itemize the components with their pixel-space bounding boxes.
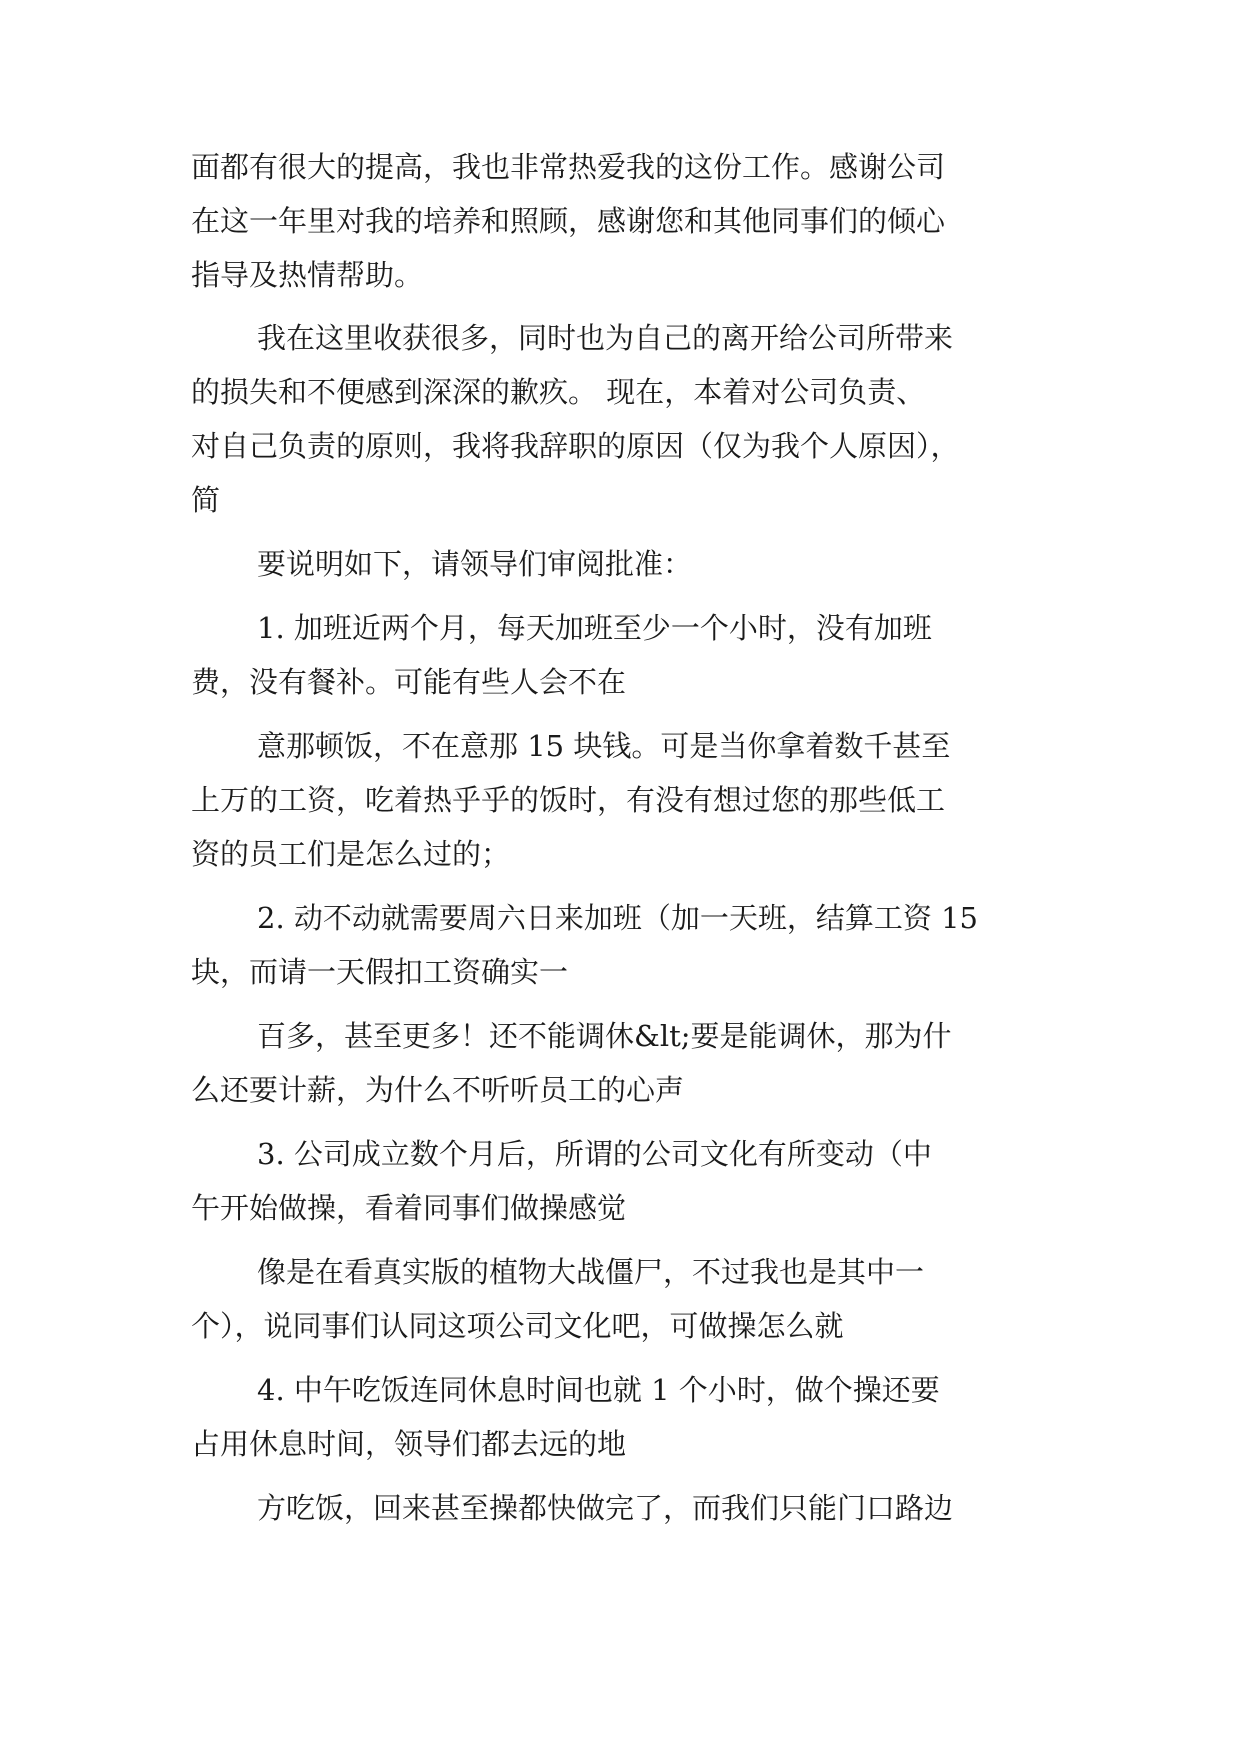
paragraph-first-line: 方吃饭，回来甚至操都快做完了，而我们只能门口路边 bbox=[257, 1491, 954, 1525]
paragraph-first-line: 要说明如下，请领导们审阅批准： bbox=[257, 547, 693, 581]
paragraph-first-line: 百多，甚至更多！还不能调休&lt;要是能调休，那为什 bbox=[257, 1019, 952, 1053]
text-line: 面都有很大的提高，我也非常热爱我的这份工作。感谢公司 bbox=[191, 150, 946, 184]
text-line: 块，而请一天假扣工资确实一 bbox=[191, 955, 569, 989]
list-item-3: 3. 公司成立数个月后，所谓的公司文化有所变动（中 bbox=[257, 1137, 932, 1171]
list-item-4: 4. 中午吃饭连同休息时间也就 1 个小时，做个操还要 bbox=[257, 1373, 940, 1407]
text-line: 上万的工资，吃着热乎乎的饭时，有没有想过您的那些低工 bbox=[191, 783, 946, 817]
text-line: 简 bbox=[191, 483, 221, 517]
text-line: 个），说同事们认同这项公司文化吧，可做操怎么就 bbox=[191, 1309, 844, 1343]
text-line: 对自己负责的原则，我将我辞职的原因（仅为我个人原因）， bbox=[191, 429, 960, 463]
text-line: 么还要计薪，为什么不听听员工的心声 bbox=[191, 1073, 685, 1107]
list-item-2: 2. 动不动就需要周六日来加班（加一天班，结算工资 15 bbox=[257, 901, 979, 935]
text-line: 占用休息时间，领导们都去远的地 bbox=[191, 1427, 627, 1461]
text-line: 指导及热情帮助。 bbox=[191, 258, 424, 292]
paragraph-first-line: 我在这里收获很多，同时也为自己的离开给公司所带来 bbox=[257, 321, 954, 355]
paragraph-first-line: 像是在看真实版的植物大战僵尸，不过我也是其中一 bbox=[257, 1255, 925, 1289]
list-item-1: 1. 加班近两个月，每天加班至少一个小时，没有加班 bbox=[257, 611, 932, 645]
text-line: 的损失和不便感到深深的歉疚。 现在，本着对公司负责、 bbox=[191, 375, 926, 409]
paragraph-first-line: 意那顿饭，不在意那 15 块钱。可是当你拿着数千甚至 bbox=[257, 729, 951, 763]
text-line: 费，没有餐补。可能有些人会不在 bbox=[191, 665, 627, 699]
text-line: 在这一年里对我的培养和照顾，感谢您和其他同事们的倾心 bbox=[191, 204, 946, 238]
text-line: 资的员工们是怎么过的； bbox=[191, 837, 511, 871]
text-line: 午开始做操，看着同事们做操感觉 bbox=[191, 1191, 627, 1225]
